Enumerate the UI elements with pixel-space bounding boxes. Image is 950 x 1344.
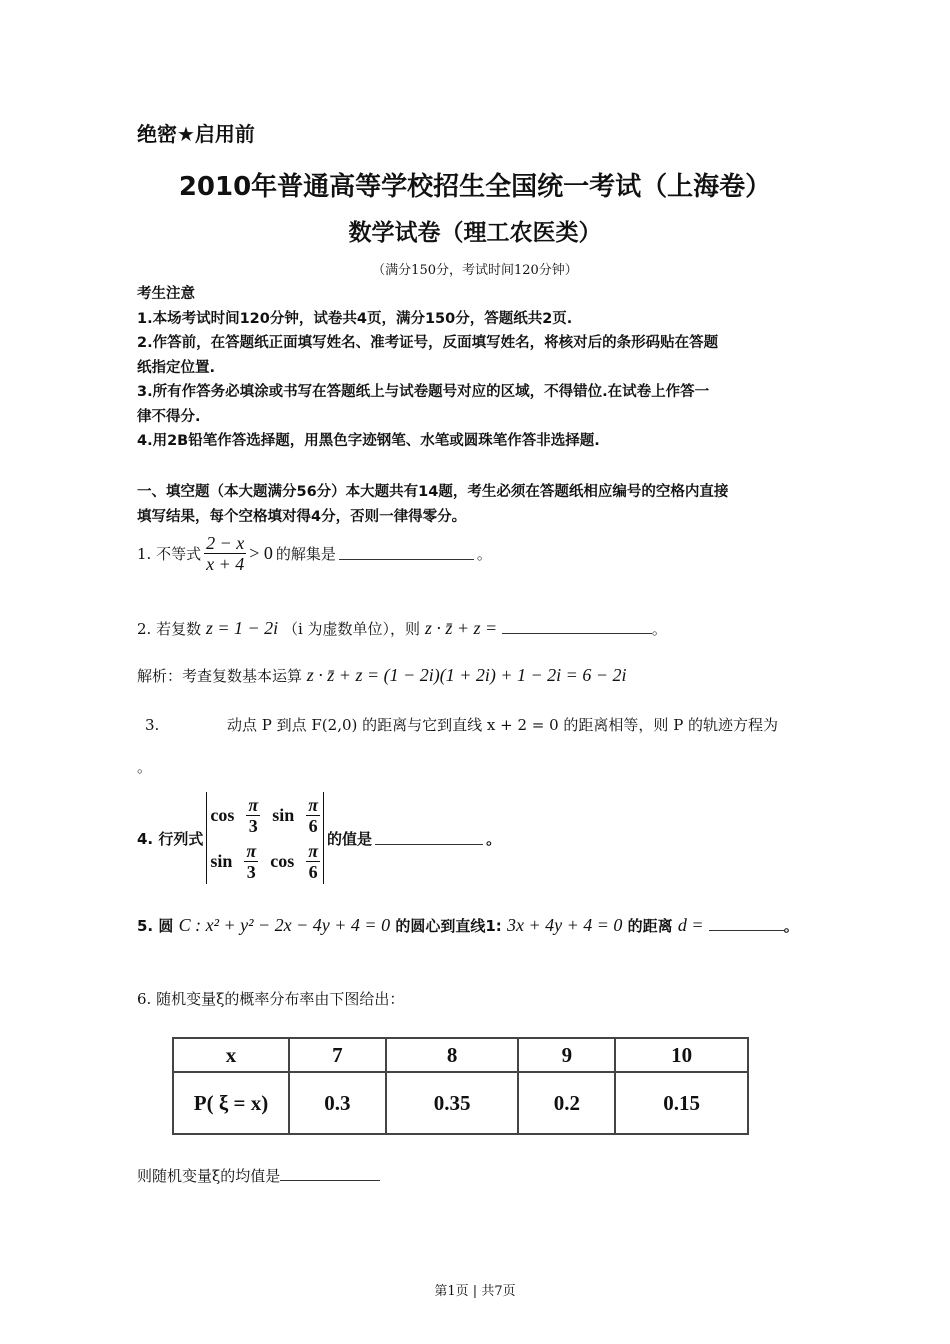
q1-fraction bbox=[204, 533, 246, 574]
section-line: 一、填空题（本大题满分56分）本大题共有14题，考生必须在答题纸相应编号的空格内直接 bbox=[137, 484, 729, 500]
pi: π bbox=[308, 840, 319, 861]
question-3 bbox=[145, 714, 778, 735]
pi: π bbox=[246, 840, 257, 861]
q5-end: 。 bbox=[783, 917, 799, 935]
q4-end: 。 bbox=[486, 829, 502, 848]
q2-prefix: 2. 若复数 bbox=[137, 620, 202, 638]
table-header: x bbox=[173, 1038, 289, 1072]
q1-end: 。 bbox=[476, 544, 492, 563]
det-entry: cos bbox=[270, 850, 295, 871]
analysis-prefix: 解析：考查复数基本运算 bbox=[137, 667, 303, 685]
q4-suffix: 的值是 bbox=[327, 829, 373, 848]
det-entry: sin bbox=[272, 804, 295, 825]
table-cell: 0.3 bbox=[289, 1072, 386, 1134]
notice-item: 律不得分. bbox=[137, 408, 201, 425]
q1-suffix: 的解集是 bbox=[275, 544, 336, 563]
pi: π bbox=[308, 794, 319, 815]
denominator: 6 bbox=[308, 815, 318, 836]
section-line: 填写结果，每个空格填对得4分，否则一律得零分。 bbox=[137, 509, 467, 525]
q5-mid: 的圆心到直线1: bbox=[395, 917, 502, 935]
analysis bbox=[137, 665, 626, 686]
section-heading bbox=[137, 480, 728, 530]
det-fraction bbox=[246, 795, 260, 836]
determinant bbox=[206, 792, 324, 884]
q1-relation: > 0 bbox=[249, 542, 273, 563]
q5-prefix: 5. 圆 bbox=[137, 917, 174, 935]
notice-item: 纸指定位置. bbox=[137, 359, 216, 376]
table-header: 9 bbox=[518, 1038, 615, 1072]
q2-end: 。 bbox=[651, 620, 667, 638]
denominator: 6 bbox=[308, 861, 318, 882]
det-fraction bbox=[244, 841, 258, 882]
table-cell: 0.35 bbox=[386, 1072, 519, 1134]
q5-expression: C : x² + y² − 2x − 4y + 4 = 0 bbox=[178, 915, 391, 935]
denominator: 3 bbox=[248, 815, 258, 836]
table-cell: 0.2 bbox=[518, 1072, 615, 1134]
fraction-numerator: 2 − x bbox=[206, 532, 245, 553]
det-fraction bbox=[306, 841, 320, 882]
table-row-label: P( ξ = x) bbox=[173, 1072, 289, 1134]
q4-prefix: 4. 行列式 bbox=[137, 829, 204, 848]
page-footer: 第1页 | 共7页 bbox=[434, 1284, 516, 1299]
notice-item: 4.用2B铅笔作答选择题，用黑色字迹钢笔、水笔或圆珠笔作答非选择题. bbox=[137, 433, 600, 449]
det-fraction bbox=[306, 795, 320, 836]
question-1 bbox=[137, 528, 492, 578]
table-header: 7 bbox=[289, 1038, 386, 1072]
table-cell: 0.15 bbox=[615, 1072, 748, 1134]
notice-item: 2.作答前，在答题纸正面填写姓名、准考证号，反面填写姓名，将核对后的条形码贴在答题 bbox=[137, 335, 719, 351]
analysis-expression: z · z̄ + z = (1 − 2i)(1 + 2i) + 1 − 2i = 6 − 2i bbox=[306, 665, 627, 685]
q2-expression-2: z · z̄ + z = bbox=[424, 618, 498, 638]
q3-end: 。 bbox=[137, 758, 153, 776]
answer-blank[interactable] bbox=[339, 546, 474, 560]
answer-blank[interactable] bbox=[375, 831, 483, 845]
answer-blank[interactable] bbox=[502, 620, 652, 634]
secret-label: 绝密★启用前 bbox=[137, 122, 255, 146]
notice-heading: 考生注意 bbox=[137, 286, 195, 302]
denominator: 3 bbox=[246, 861, 256, 882]
answer-blank[interactable] bbox=[709, 917, 784, 931]
table-header: 10 bbox=[615, 1038, 748, 1072]
pi: π bbox=[248, 794, 259, 815]
probability-table bbox=[172, 1037, 749, 1135]
answer-blank[interactable] bbox=[280, 1167, 380, 1181]
fraction-denominator: x + 4 bbox=[206, 553, 245, 574]
q6-after: 则随机变量ξ的均值是 bbox=[137, 1167, 281, 1185]
question-6-followup bbox=[137, 1165, 380, 1186]
q3-text: 动点 P 到点 F(2,0) 的距离与它到直线 x + 2 = 0 的距离相等，则 P 的轨迹方程为 bbox=[227, 716, 779, 734]
notice-block bbox=[137, 282, 718, 454]
table-header: 8 bbox=[386, 1038, 519, 1072]
page-title: 2010年普通高等学校招生全国统一考试（上海卷） bbox=[178, 172, 772, 202]
q5-expression-3: d = bbox=[677, 915, 704, 935]
question-5 bbox=[137, 915, 799, 936]
table-row bbox=[173, 1038, 748, 1072]
question-2 bbox=[137, 618, 667, 639]
question-4 bbox=[137, 790, 501, 886]
q3-number: 3. bbox=[145, 716, 160, 734]
notice-item: 1.本场考试时间120分钟，试卷共4页，满分150分，答题纸共2页. bbox=[137, 310, 573, 327]
q1-prefix: 1. 不等式 bbox=[137, 544, 202, 563]
det-entry: cos bbox=[210, 804, 235, 825]
q2-expression: z = 1 − 2i bbox=[205, 618, 279, 638]
exam-note: （满分150分，考试时间120分钟） bbox=[372, 263, 578, 278]
q5-mid-2: 的距离 bbox=[627, 917, 673, 935]
question-6: 6. 随机变量ξ的概率分布率由下图给出： bbox=[137, 990, 405, 1008]
det-entry: sin bbox=[210, 850, 233, 871]
q5-expression-2: 3x + 4y + 4 = 0 bbox=[506, 915, 623, 935]
notice-item: 3.所有作答务必填涂或书写在答题纸上与试卷题号对应的区域，不得错位.在试卷上作答一 bbox=[137, 384, 710, 400]
q2-note: （i 为虚数单位），则 bbox=[282, 620, 421, 638]
page-subtitle: 数学试卷（理工农医类） bbox=[348, 220, 602, 246]
table-row bbox=[173, 1072, 748, 1134]
